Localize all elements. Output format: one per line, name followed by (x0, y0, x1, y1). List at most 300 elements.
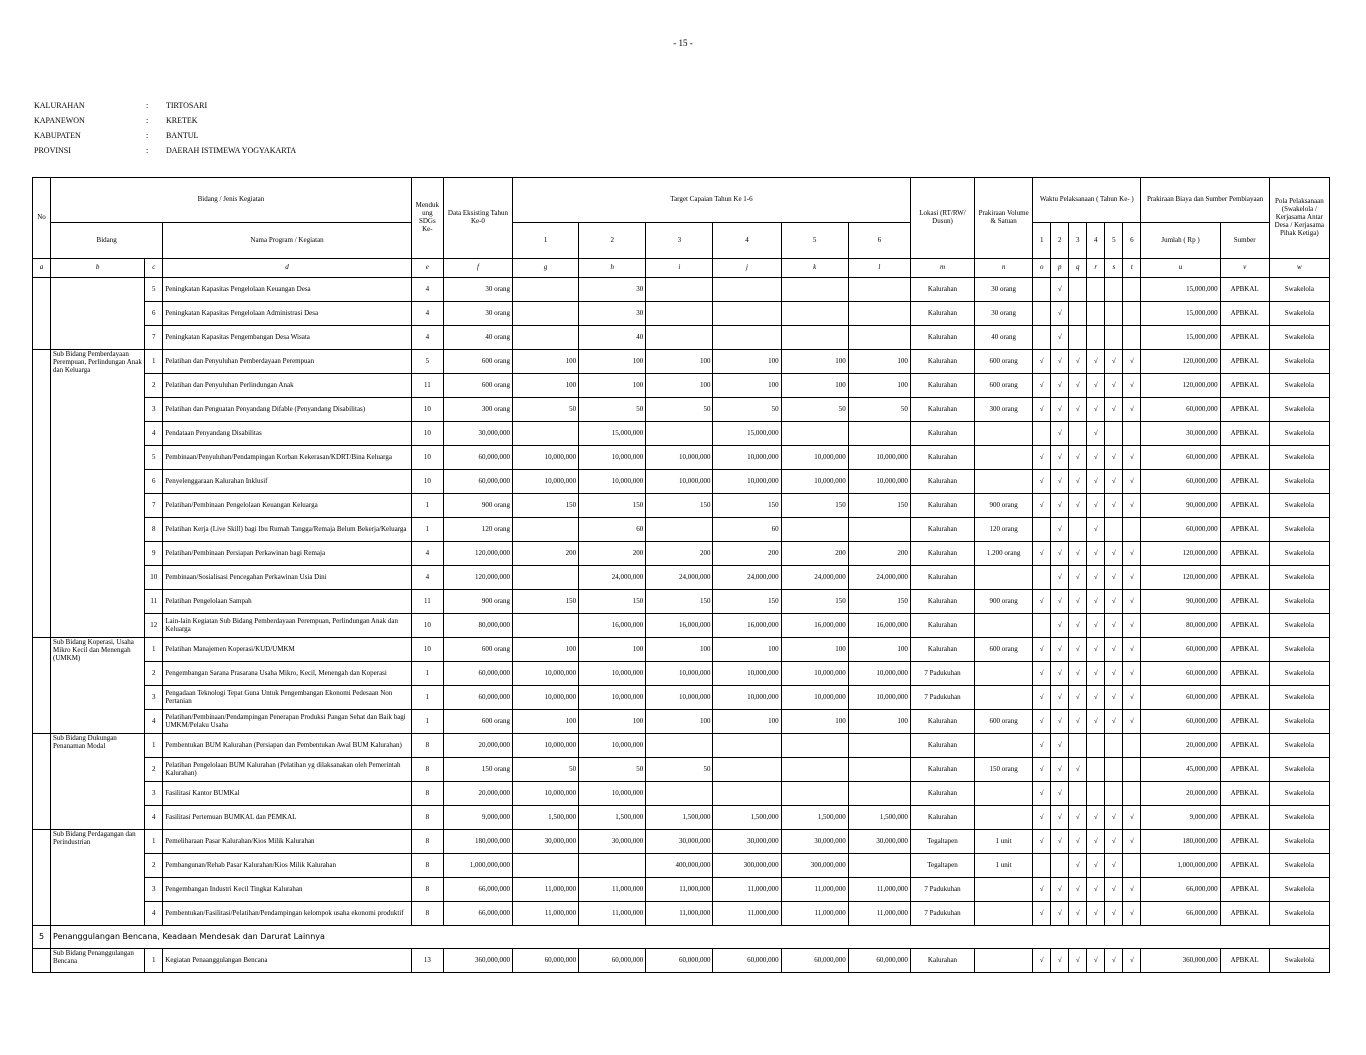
waktu-check: √ (1033, 542, 1051, 566)
row-number: 2 (145, 758, 163, 782)
target-value (781, 518, 848, 542)
sumber-dana: APBKAL (1220, 398, 1269, 422)
target-value: 10,000,000 (513, 446, 579, 470)
jumlah-biaya: 15,000,000 (1141, 302, 1220, 326)
sumber-dana: APBKAL (1220, 374, 1269, 398)
waktu-check: √ (1087, 710, 1105, 734)
target-value: 10,000,000 (781, 446, 848, 470)
target-value: 100 (513, 350, 579, 374)
program-name: Pelatihan/Pembinaan/Pendampingan Penerapan Produksi Pangan Sehat dan Baik bagi UMKM/Pelaku Usaha (163, 710, 412, 734)
sdg-number: 1 (411, 710, 443, 734)
sdg-number: 10 (411, 614, 443, 638)
target-value: 60,000,000 (579, 949, 646, 973)
waktu-check: √ (1051, 878, 1069, 902)
lokasi: 7 Padukuhan (910, 686, 974, 710)
target-value: 1,500,000 (513, 806, 579, 830)
waktu-check: √ (1123, 590, 1141, 614)
waktu-check: √ (1033, 638, 1051, 662)
lokasi: Kalurahan (910, 949, 974, 973)
waktu-check: √ (1069, 854, 1087, 878)
waktu-check: √ (1051, 614, 1069, 638)
jumlah-biaya: 66,000,000 (1141, 878, 1220, 902)
target-value: 10,000,000 (713, 686, 781, 710)
sdg-number: 11 (411, 374, 443, 398)
sumber-dana: APBKAL (1220, 662, 1269, 686)
waktu-check (1105, 782, 1123, 806)
col-jumlah: Jumlah ( Rp ) (1141, 223, 1220, 259)
waktu-check: √ (1087, 686, 1105, 710)
target-value: 50 (513, 398, 579, 422)
waktu-check (1087, 302, 1105, 326)
target-value: 150 (781, 494, 848, 518)
jumlah-biaya: 15,000,000 (1141, 326, 1220, 350)
waktu-check: √ (1105, 854, 1123, 878)
waktu-check (1033, 278, 1051, 302)
group-bidang: Sub Bidang Perdagangan dan Perindustrian (51, 830, 145, 926)
waktu-check: √ (1033, 398, 1051, 422)
target-value: 10,000,000 (713, 470, 781, 494)
waktu-check (1123, 758, 1141, 782)
row-number: 2 (145, 854, 163, 878)
meta-value: BANTUL (166, 131, 199, 140)
sumber-dana: APBKAL (1220, 326, 1269, 350)
target-value: 1,500,000 (848, 806, 910, 830)
waktu-check: √ (1051, 758, 1069, 782)
col-waktu-year: 1 (1033, 223, 1051, 259)
sumber-dana: APBKAL (1220, 542, 1269, 566)
table-row (33, 518, 1330, 542)
waktu-check: √ (1105, 566, 1123, 590)
jumlah-biaya: 30,000,000 (1141, 422, 1220, 446)
waktu-check: √ (1123, 350, 1141, 374)
data-eksisting: 600 orang (443, 710, 512, 734)
target-value: 16,000,000 (781, 614, 848, 638)
waktu-check: √ (1123, 710, 1141, 734)
table-row (33, 758, 1330, 782)
target-value: 100 (713, 638, 781, 662)
pola-pelaksanaan: Swakelola (1269, 734, 1329, 758)
target-value: 10,000,000 (781, 470, 848, 494)
sdg-number: 1 (411, 518, 443, 542)
col-letter: b (51, 259, 145, 278)
target-value (513, 278, 579, 302)
target-value: 30 (579, 302, 646, 326)
table-row (33, 446, 1330, 470)
target-value (646, 734, 713, 758)
waktu-check: √ (1069, 806, 1087, 830)
target-value: 11,000,000 (646, 878, 713, 902)
data-eksisting: 180,000,000 (443, 830, 512, 854)
waktu-check: √ (1051, 326, 1069, 350)
sdg-number: 10 (411, 422, 443, 446)
waktu-check: √ (1051, 902, 1069, 926)
waktu-check: √ (1123, 494, 1141, 518)
col-pola: Pola Pelaksanaan (Swakelola / Kerjasama Antar Desa / Kerjasama Pihak Ketiga) (1269, 178, 1329, 259)
sumber-dana: APBKAL (1220, 854, 1269, 878)
col-target-year: 4 (713, 223, 781, 259)
row-number: 8 (145, 518, 163, 542)
target-value: 50 (579, 398, 646, 422)
target-value: 11,000,000 (513, 902, 579, 926)
group-no-cell (33, 830, 51, 926)
target-value: 100 (848, 710, 910, 734)
volume: 600 orang (975, 350, 1033, 374)
waktu-check: √ (1105, 878, 1123, 902)
row-number: 3 (145, 878, 163, 902)
waktu-check (1123, 782, 1141, 806)
sdg-number: 4 (411, 542, 443, 566)
target-value: 50 (713, 398, 781, 422)
sdg-number: 8 (411, 758, 443, 782)
col-letter: i (646, 259, 713, 278)
data-eksisting: 66,000,000 (443, 878, 512, 902)
target-value (713, 758, 781, 782)
sdg-number: 10 (411, 446, 443, 470)
program-name: Pelatihan dan Penyuluhan Perlindungan Anak (163, 374, 412, 398)
lokasi: Kalurahan (910, 494, 974, 518)
lokasi: Kalurahan (910, 758, 974, 782)
sdg-number: 8 (411, 902, 443, 926)
waktu-check: √ (1033, 470, 1051, 494)
waktu-check: √ (1051, 830, 1069, 854)
target-value: 16,000,000 (848, 614, 910, 638)
data-eksisting: 9,000,000 (443, 806, 512, 830)
lokasi: Kalurahan (910, 734, 974, 758)
target-value: 30,000,000 (781, 830, 848, 854)
target-value: 1,500,000 (781, 806, 848, 830)
lokasi: Kalurahan (910, 446, 974, 470)
sdg-number: 1 (411, 662, 443, 686)
program-name: Peningkatan Kapasitas Pengembangan Desa Wisata (163, 326, 412, 350)
pola-pelaksanaan: Swakelola (1269, 422, 1329, 446)
waktu-check: √ (1105, 830, 1123, 854)
data-eksisting: 300 orang (443, 398, 512, 422)
row-number: 1 (145, 830, 163, 854)
location-meta (34, 98, 296, 158)
jumlah-biaya: 120,000,000 (1141, 566, 1220, 590)
waktu-check (1087, 278, 1105, 302)
waktu-check: √ (1087, 422, 1105, 446)
waktu-check: √ (1051, 590, 1069, 614)
program-name: Pemeliharaan Pasar Kalurahan/Kios Milik Kalurahan (163, 830, 412, 854)
waktu-check: √ (1069, 470, 1087, 494)
row-number: 4 (145, 422, 163, 446)
lokasi: Kalurahan (910, 278, 974, 302)
target-value: 10,000,000 (848, 686, 910, 710)
target-value: 10,000,000 (646, 446, 713, 470)
target-value: 15,000,000 (713, 422, 781, 446)
table-row (33, 494, 1330, 518)
pola-pelaksanaan: Swakelola (1269, 398, 1329, 422)
meta-colon: : (146, 131, 149, 140)
col-letter: u (1141, 259, 1220, 278)
waktu-check: √ (1105, 494, 1123, 518)
waktu-check: √ (1033, 662, 1051, 686)
sdg-number: 8 (411, 734, 443, 758)
waktu-check (1123, 422, 1141, 446)
target-value: 200 (713, 542, 781, 566)
target-value: 100 (781, 710, 848, 734)
pola-pelaksanaan: Swakelola (1269, 374, 1329, 398)
section-row (33, 926, 1330, 949)
sdg-number: 4 (411, 278, 443, 302)
pola-pelaksanaan: Swakelola (1269, 638, 1329, 662)
target-value: 10,000,000 (646, 662, 713, 686)
volume: 150 orang (975, 758, 1033, 782)
waktu-check: √ (1069, 686, 1087, 710)
table-row (33, 710, 1330, 734)
pola-pelaksanaan: Swakelola (1269, 350, 1329, 374)
target-value: 100 (646, 374, 713, 398)
target-value: 11,000,000 (713, 878, 781, 902)
target-value: 10,000,000 (781, 662, 848, 686)
waktu-check: √ (1051, 686, 1069, 710)
pola-pelaksanaan: Swakelola (1269, 854, 1329, 878)
target-value: 100 (646, 710, 713, 734)
volume: 30 orang (975, 302, 1033, 326)
waktu-check (1033, 326, 1051, 350)
sumber-dana: APBKAL (1220, 782, 1269, 806)
waktu-check: √ (1123, 806, 1141, 830)
jumlah-biaya: 60,000,000 (1141, 470, 1220, 494)
table-row (33, 614, 1330, 638)
col-waktu-year: 3 (1069, 223, 1087, 259)
table-row (33, 374, 1330, 398)
target-value: 100 (513, 374, 579, 398)
meta-colon: : (146, 101, 149, 110)
target-value: 11,000,000 (579, 902, 646, 926)
lokasi: 7 Padukuhan (910, 902, 974, 926)
target-value: 200 (579, 542, 646, 566)
target-value: 11,000,000 (646, 902, 713, 926)
row-number: 4 (145, 710, 163, 734)
pola-pelaksanaan: Swakelola (1269, 494, 1329, 518)
target-value: 10,000,000 (579, 470, 646, 494)
data-eksisting: 120 orang (443, 518, 512, 542)
jumlah-biaya: 80,000,000 (1141, 614, 1220, 638)
target-value (646, 302, 713, 326)
waktu-check: √ (1069, 902, 1087, 926)
waktu-check (1069, 782, 1087, 806)
target-value: 100 (713, 374, 781, 398)
meta-value: DAERAH ISTIMEWA YOGYAKARTA (166, 146, 297, 155)
table-row (33, 326, 1330, 350)
jumlah-biaya: 360,000,000 (1141, 949, 1220, 973)
target-value: 150 (781, 590, 848, 614)
waktu-check: √ (1087, 542, 1105, 566)
pola-pelaksanaan: Swakelola (1269, 710, 1329, 734)
waktu-check: √ (1033, 878, 1051, 902)
lokasi: Kalurahan (910, 782, 974, 806)
target-value: 10,000,000 (646, 470, 713, 494)
waktu-check: √ (1069, 830, 1087, 854)
sumber-dana: APBKAL (1220, 806, 1269, 830)
sumber-dana: APBKAL (1220, 302, 1269, 326)
program-name: Pelatihan Kerja (Live Skill) bagi Ibu Rumah Tangga/Remaja Belum Bekerja/Keluarga (163, 518, 412, 542)
volume: 600 orang (975, 710, 1033, 734)
volume (975, 662, 1033, 686)
row-number: 1 (145, 734, 163, 758)
waktu-check: √ (1069, 398, 1087, 422)
waktu-check: √ (1105, 902, 1123, 926)
table-row (33, 350, 1330, 374)
lokasi: Kalurahan (910, 302, 974, 326)
target-value: 30,000,000 (646, 830, 713, 854)
target-value: 24,000,000 (781, 566, 848, 590)
target-value (713, 782, 781, 806)
volume (975, 734, 1033, 758)
waktu-check: √ (1033, 686, 1051, 710)
table-row (33, 398, 1330, 422)
sdg-number: 4 (411, 302, 443, 326)
waktu-check: √ (1033, 374, 1051, 398)
target-value: 150 (579, 494, 646, 518)
data-eksisting: 120,000,000 (443, 566, 512, 590)
waktu-check: √ (1123, 686, 1141, 710)
table-row (33, 830, 1330, 854)
table-row (33, 278, 1330, 302)
row-number: 5 (145, 278, 163, 302)
col-letter: l (848, 259, 910, 278)
target-value: 16,000,000 (579, 614, 646, 638)
waktu-check: √ (1123, 398, 1141, 422)
volume (975, 446, 1033, 470)
pola-pelaksanaan: Swakelola (1269, 806, 1329, 830)
jumlah-biaya: 120,000,000 (1141, 350, 1220, 374)
waktu-check (1123, 854, 1141, 878)
waktu-check: √ (1051, 278, 1069, 302)
target-value: 15,000,000 (579, 422, 646, 446)
jumlah-biaya: 20,000,000 (1141, 782, 1220, 806)
lokasi: Kalurahan (910, 350, 974, 374)
waktu-check: √ (1105, 949, 1123, 973)
row-number: 7 (145, 326, 163, 350)
meta-key: KALURAHAN (34, 101, 85, 110)
target-value: 100 (579, 374, 646, 398)
target-value: 16,000,000 (646, 614, 713, 638)
sdg-number: 8 (411, 782, 443, 806)
lokasi: Kalurahan (910, 566, 974, 590)
pola-pelaksanaan: Swakelola (1269, 446, 1329, 470)
lokasi: Kalurahan (910, 398, 974, 422)
jumlah-biaya: 180,000,000 (1141, 830, 1220, 854)
program-name: Pelatihan Pengelolaan BUM Kalurahan (Pelatihan yg dilaksanakan oleh Pemerintah Kalurahan) (163, 758, 412, 782)
target-value: 30,000,000 (713, 830, 781, 854)
sdg-number: 8 (411, 830, 443, 854)
volume: 900 orang (975, 590, 1033, 614)
pola-pelaksanaan: Swakelola (1269, 518, 1329, 542)
meta-key: PROVINSI (34, 146, 71, 155)
target-value: 30,000,000 (848, 830, 910, 854)
sumber-dana: APBKAL (1220, 878, 1269, 902)
waktu-check (1069, 278, 1087, 302)
sumber-dana: APBKAL (1220, 830, 1269, 854)
jumlah-biaya: 120,000,000 (1141, 542, 1220, 566)
target-value: 100 (579, 350, 646, 374)
target-value: 10,000,000 (579, 734, 646, 758)
target-value: 150 (579, 590, 646, 614)
waktu-check: √ (1123, 542, 1141, 566)
target-value: 16,000,000 (713, 614, 781, 638)
target-value: 11,000,000 (513, 878, 579, 902)
target-value (513, 566, 579, 590)
sumber-dana: APBKAL (1220, 614, 1269, 638)
waktu-check: √ (1051, 949, 1069, 973)
program-name: Peningkatan Kapasitas Pengelolaan Administrasi Desa (163, 302, 412, 326)
waktu-check (1087, 782, 1105, 806)
waktu-check: √ (1033, 710, 1051, 734)
target-value: 11,000,000 (781, 878, 848, 902)
target-value: 60,000,000 (646, 949, 713, 973)
target-value (713, 302, 781, 326)
jumlah-biaya: 60,000,000 (1141, 710, 1220, 734)
target-value (848, 422, 910, 446)
target-value: 30,000,000 (513, 830, 579, 854)
data-eksisting: 40 orang (443, 326, 512, 350)
row-number: 1 (145, 350, 163, 374)
waktu-check (1105, 302, 1123, 326)
data-eksisting: 150 orang (443, 758, 512, 782)
waktu-check: √ (1123, 566, 1141, 590)
volume (975, 614, 1033, 638)
program-name: Pelatihan/Pembinaan Pengelolaan Keuangan Keluarga (163, 494, 412, 518)
col-data-eksisting: Data Eksisting Tahun Ke-0 (443, 178, 512, 259)
jumlah-biaya: 45,000,000 (1141, 758, 1220, 782)
lokasi: Kalurahan (910, 542, 974, 566)
waktu-check: √ (1087, 446, 1105, 470)
target-value: 30,000,000 (579, 830, 646, 854)
waktu-check: √ (1105, 374, 1123, 398)
col-waktu-year: 5 (1105, 223, 1123, 259)
row-number: 5 (145, 446, 163, 470)
data-eksisting: 900 orang (443, 494, 512, 518)
waktu-check (1033, 614, 1051, 638)
sdg-number: 11 (411, 590, 443, 614)
target-value (848, 782, 910, 806)
target-value: 10,000,000 (513, 662, 579, 686)
volume: 300 orang (975, 398, 1033, 422)
row-number: 6 (145, 302, 163, 326)
waktu-check: √ (1051, 782, 1069, 806)
table-row (33, 470, 1330, 494)
col-letter: r (1087, 259, 1105, 278)
pola-pelaksanaan: Swakelola (1269, 830, 1329, 854)
target-value: 200 (646, 542, 713, 566)
waktu-check: √ (1051, 806, 1069, 830)
lokasi: Kalurahan (910, 710, 974, 734)
waktu-check: √ (1069, 590, 1087, 614)
target-value: 100 (579, 710, 646, 734)
target-value (781, 278, 848, 302)
waktu-check: √ (1033, 782, 1051, 806)
volume (975, 949, 1033, 973)
target-value: 100 (781, 350, 848, 374)
waktu-check: √ (1105, 590, 1123, 614)
waktu-check: √ (1123, 614, 1141, 638)
pola-pelaksanaan: Swakelola (1269, 542, 1329, 566)
sdg-number: 4 (411, 326, 443, 350)
target-value: 1,500,000 (646, 806, 713, 830)
target-value: 11,000,000 (848, 902, 910, 926)
table-row (33, 638, 1330, 662)
waktu-check: √ (1051, 638, 1069, 662)
waktu-check: √ (1051, 542, 1069, 566)
waktu-check (1105, 278, 1123, 302)
data-eksisting: 30,000,000 (443, 422, 512, 446)
target-value: 150 (513, 590, 579, 614)
volume: 1 unit (975, 854, 1033, 878)
target-value: 50 (781, 398, 848, 422)
